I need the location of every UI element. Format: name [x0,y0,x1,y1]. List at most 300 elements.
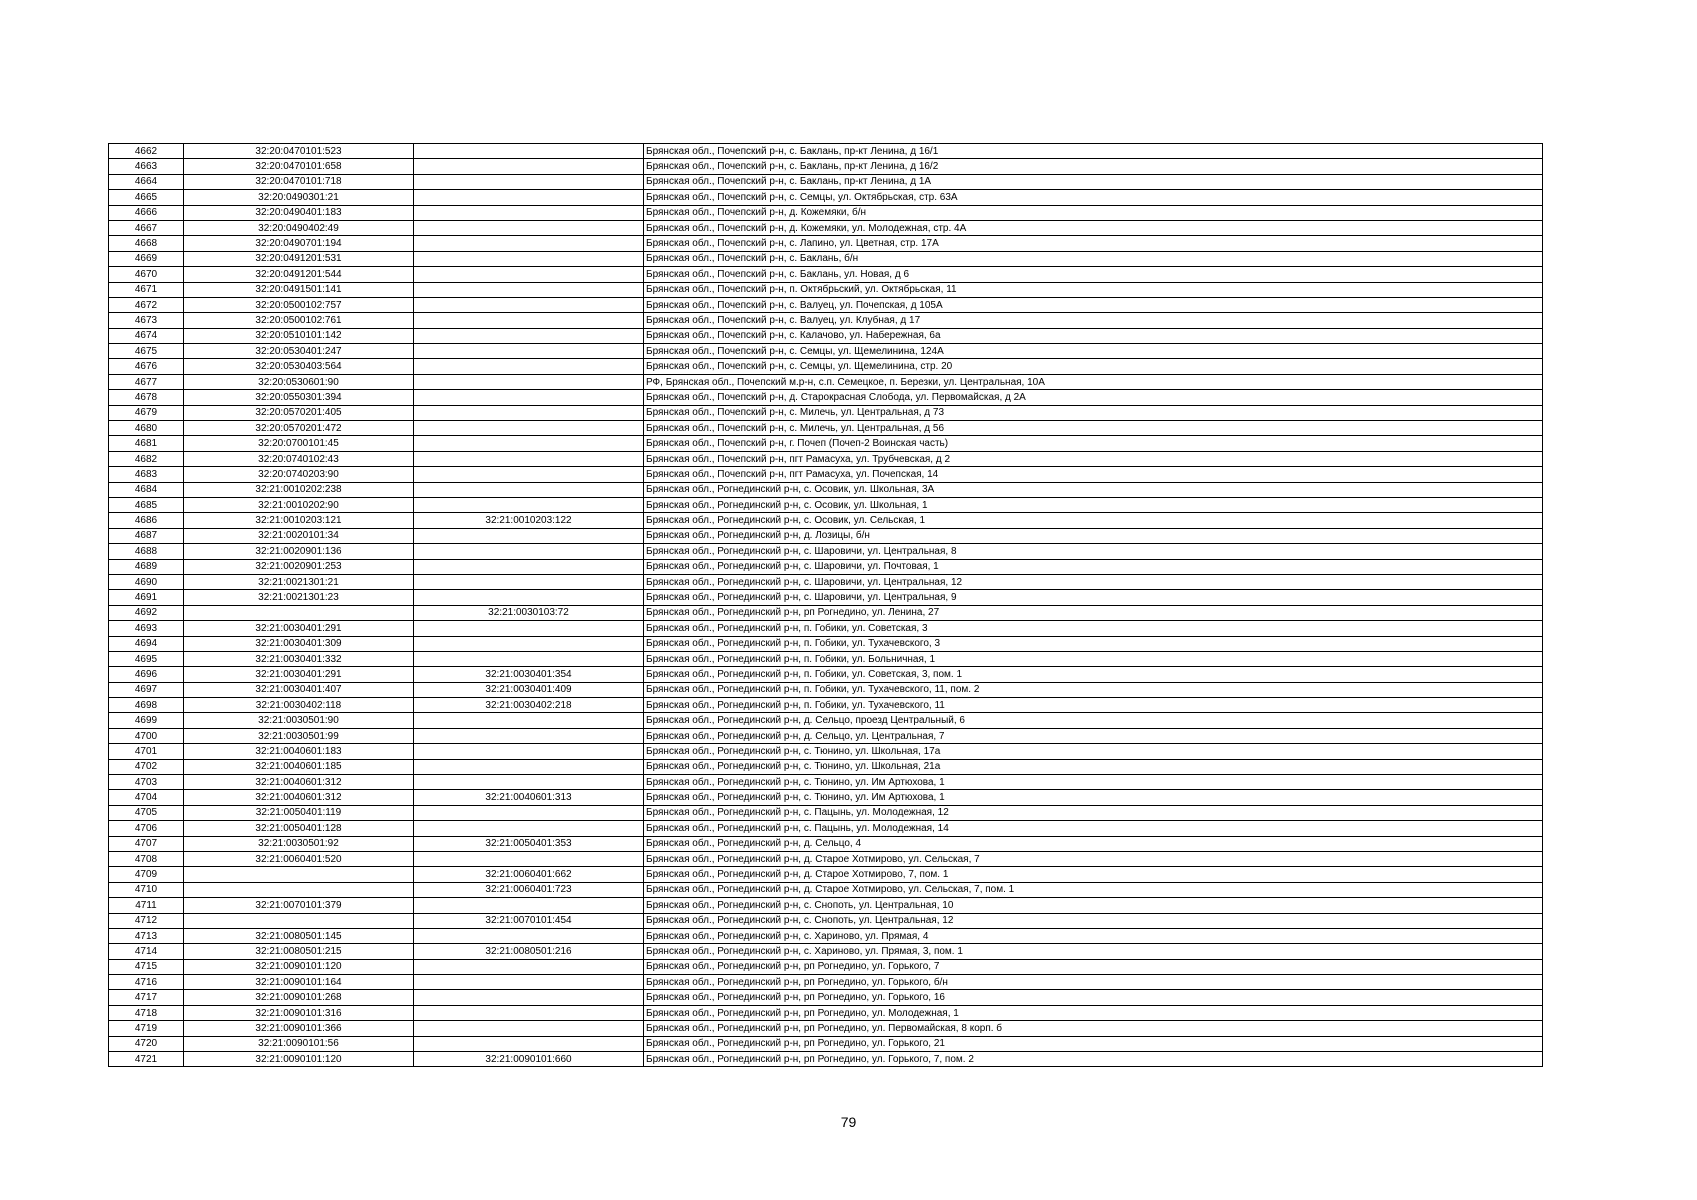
table-row [109,559,1543,574]
related-cadastral-number-cell [414,1036,644,1051]
table-row [109,497,1543,512]
cadastral-number-cell: 32:21:0040601:185 [184,759,414,774]
cadastral-number-cell: 32:21:0030401:291 [184,667,414,682]
address-cell: Брянская обл., Почепский р-н, с. Семцы, ул. Щемелинина, 124А [644,344,1543,359]
row-number-cell: 4662 [109,144,184,159]
address-cell: Брянская обл., Почепский р-н, д. Старокрасная Слобода, ул. Первомайская, д 2А [644,390,1543,405]
row-number-cell: 4721 [109,1052,184,1067]
address-cell: Брянская обл., Рогнединский р-н, п. Гобики, ул. Советская, 3, пом. 1 [644,667,1543,682]
related-cadastral-number-cell [414,174,644,189]
table-row [109,867,1543,882]
cadastral-number-cell: 32:20:0500102:761 [184,313,414,328]
table-row [109,421,1543,436]
related-cadastral-number-cell [414,959,644,974]
row-number-cell: 4667 [109,220,184,235]
table-row [109,451,1543,466]
cadastral-number-cell: 32:20:0490402:49 [184,220,414,235]
related-cadastral-number-cell [414,1005,644,1020]
related-cadastral-number-cell [414,590,644,605]
address-cell: Брянская обл., Рогнединский р-н, д. Сельцо, проезд Центральный, 6 [644,713,1543,728]
related-cadastral-number-cell [414,421,644,436]
table-row [109,990,1543,1005]
table-row [109,821,1543,836]
row-number-cell: 4681 [109,436,184,451]
table-row [109,313,1543,328]
cadastral-number-cell: 32:21:0090101:120 [184,959,414,974]
cadastral-number-cell: 32:21:0040601:312 [184,775,414,790]
table-row [109,251,1543,266]
row-number-cell: 4695 [109,651,184,666]
related-cadastral-number-cell [414,297,644,312]
table-row [109,467,1543,482]
address-cell: Брянская обл., Рогнединский р-н, с. Тюнино, ул. Им Артюхова, 1 [644,775,1543,790]
cadastral-number-cell: 32:20:0740203:90 [184,467,414,482]
table-row [109,651,1543,666]
address-cell: Брянская обл., Рогнединский р-н, с. Шаровичи, ул. Центральная, 8 [644,544,1543,559]
cadastral-number-cell: 32:21:0050401:119 [184,805,414,820]
cadastral-number-cell: 32:21:0090101:120 [184,1052,414,1067]
address-cell: Брянская обл., Рогнединский р-н, п. Гобики, ул. Советская, 3 [644,621,1543,636]
address-cell: Брянская обл., Рогнединский р-н, рп Рогнедино, ул. Молодежная, 1 [644,1005,1543,1020]
row-number-cell: 4699 [109,713,184,728]
table-row [109,174,1543,189]
table-row [109,790,1543,805]
related-cadastral-number-cell: 32:21:0030401:409 [414,682,644,697]
address-cell: Брянская обл., Почепский р-н, с. Валуец, ул. Клубная, д 17 [644,313,1543,328]
row-number-cell: 4702 [109,759,184,774]
row-number-cell: 4668 [109,236,184,251]
address-cell: Брянская обл., Рогнединский р-н, д. Сельцо, 4 [644,836,1543,851]
row-number-cell: 4696 [109,667,184,682]
row-number-cell: 4704 [109,790,184,805]
table-row [109,159,1543,174]
cadastral-number-cell: 32:21:0010203:121 [184,513,414,528]
address-cell: Брянская обл., Почепский р-н, с. Баклань, ул. Новая, д 6 [644,267,1543,282]
cadastral-number-cell: 32:21:0020901:136 [184,544,414,559]
related-cadastral-number-cell [414,220,644,235]
table-row [109,528,1543,543]
address-cell: Брянская обл., Рогнединский р-н, п. Гобики, ул. Тухачевского, 11 [644,698,1543,713]
address-cell: Брянская обл., Рогнединский р-н, с. Хариново, ул. Прямая, 4 [644,928,1543,943]
address-cell: Брянская обл., Почепский р-н, с. Лапино, ул. Цветная, стр. 17А [644,236,1543,251]
related-cadastral-number-cell [414,928,644,943]
row-number-cell: 4676 [109,359,184,374]
address-cell: Брянская обл., Почепский р-н, с. Баклань, пр-кт Ленина, д 1А [644,174,1543,189]
related-cadastral-number-cell [414,482,644,497]
cadastral-number-cell: 32:21:0080501:215 [184,944,414,959]
table-row [109,590,1543,605]
table-row [109,621,1543,636]
address-cell: Брянская обл., Рогнединский р-н, с. Шаровичи, ул. Почтовая, 1 [644,559,1543,574]
row-number-cell: 4694 [109,636,184,651]
related-cadastral-number-cell [414,359,644,374]
row-number-cell: 4697 [109,682,184,697]
cadastral-number-cell: 32:21:0060401:520 [184,851,414,866]
table-row [109,728,1543,743]
related-cadastral-number-cell [414,975,644,990]
related-cadastral-number-cell [414,467,644,482]
address-cell: Брянская обл., Почепский р-н, пгт Рамасуха, ул. Почепская, 14 [644,467,1543,482]
table-row [109,975,1543,990]
address-cell: Брянская обл., Рогнединский р-н, д. Старое Хотмирово, ул. Сельская, 7, пом. 1 [644,882,1543,897]
cadastral-number-cell: 32:20:0490401:183 [184,205,414,220]
address-cell: Брянская обл., Почепский р-н, с. Семцы, ул. Щемелинина, стр. 20 [644,359,1543,374]
row-number-cell: 4691 [109,590,184,605]
address-cell: Брянская обл., Почепский р-н, с. Калачово, ул. Набережная, 6а [644,328,1543,343]
row-number-cell: 4711 [109,898,184,913]
related-cadastral-number-cell [414,328,644,343]
table-row [109,144,1543,159]
cadastral-number-cell: 32:20:0530403:564 [184,359,414,374]
row-number-cell: 4678 [109,390,184,405]
row-number-cell: 4673 [109,313,184,328]
table-row [109,667,1543,682]
row-number-cell: 4698 [109,698,184,713]
table-row [109,882,1543,897]
table-row [109,959,1543,974]
related-cadastral-number-cell: 32:21:0090101:660 [414,1052,644,1067]
row-number-cell: 4674 [109,328,184,343]
related-cadastral-number-cell [414,990,644,1005]
related-cadastral-number-cell [414,805,644,820]
related-cadastral-number-cell [414,390,644,405]
related-cadastral-number-cell [414,621,644,636]
address-cell: Брянская обл., Рогнединский р-н, с. Осовик, ул. Школьная, 3А [644,482,1543,497]
row-number-cell: 4689 [109,559,184,574]
row-number-cell: 4713 [109,928,184,943]
row-number-cell: 4666 [109,205,184,220]
row-number-cell: 4671 [109,282,184,297]
related-cadastral-number-cell [414,728,644,743]
table-row [109,328,1543,343]
row-number-cell: 4682 [109,451,184,466]
address-cell: Брянская обл., Рогнединский р-н, с. Шаровичи, ул. Центральная, 9 [644,590,1543,605]
cadastral-number-cell: 32:21:0040601:312 [184,790,414,805]
cadastral-number-cell: 32:21:0030402:118 [184,698,414,713]
related-cadastral-number-cell: 32:21:0080501:216 [414,944,644,959]
cadastral-number-cell: 32:21:0090101:56 [184,1036,414,1051]
address-cell: Брянская обл., Почепский р-н, с. Баклань, б/н [644,251,1543,266]
table-row [109,759,1543,774]
row-number-cell: 4712 [109,913,184,928]
address-cell: Брянская обл., Рогнединский р-н, с. Шаровичи, ул. Центральная, 12 [644,574,1543,589]
cadastral-number-cell: 32:20:0700101:45 [184,436,414,451]
address-cell: Брянская обл., Почепский р-н, с. Милечь, ул. Центральная, д 73 [644,405,1543,420]
related-cadastral-number-cell [414,205,644,220]
related-cadastral-number-cell [414,497,644,512]
address-cell: Брянская обл., Рогнединский р-н, п. Гобики, ул. Тухачевского, 3 [644,636,1543,651]
row-number-cell: 4684 [109,482,184,497]
table-row [109,851,1543,866]
table-row [109,805,1543,820]
address-cell: Брянская обл., Почепский р-н, пгт Рамасуха, ул. Трубчевская, д 2 [644,451,1543,466]
address-cell: Брянская обл., Рогнединский р-н, рп Рогнедино, ул. Горького, 21 [644,1036,1543,1051]
related-cadastral-number-cell [414,574,644,589]
related-cadastral-number-cell [414,744,644,759]
related-cadastral-number-cell [414,559,644,574]
address-cell: Брянская обл., Рогнединский р-н, д. Старое Хотмирово, ул. Сельская, 7 [644,851,1543,866]
related-cadastral-number-cell [414,282,644,297]
table-row [109,574,1543,589]
cadastral-number-cell: 32:21:0030501:99 [184,728,414,743]
cadastral-number-cell: 32:20:0470101:658 [184,159,414,174]
related-cadastral-number-cell: 32:21:0060401:723 [414,882,644,897]
cadastral-number-cell: 32:21:0070101:379 [184,898,414,913]
related-cadastral-number-cell [414,144,644,159]
row-number-cell: 4703 [109,775,184,790]
related-cadastral-number-cell [414,651,644,666]
cadastral-number-cell: 32:21:0010202:238 [184,482,414,497]
related-cadastral-number-cell [414,236,644,251]
table-row [109,344,1543,359]
cadastral-number-cell: 32:21:0030401:309 [184,636,414,651]
cadastral-number-cell: 32:21:0030401:332 [184,651,414,666]
related-cadastral-number-cell [414,636,644,651]
address-cell: Брянская обл., Рогнединский р-н, рп Рогнедино, ул. Горького, 16 [644,990,1543,1005]
table-row [109,297,1543,312]
cadastral-number-cell: 32:20:0550301:394 [184,390,414,405]
address-cell: Брянская обл., Рогнединский р-н, с. Тюнино, ул. Им Артюхова, 1 [644,790,1543,805]
address-cell: Брянская обл., Рогнединский р-н, с. Осовик, ул. Школьная, 1 [644,497,1543,512]
row-number-cell: 4688 [109,544,184,559]
address-cell: Брянская обл., Рогнединский р-н, с. Снопоть, ул. Центральная, 12 [644,913,1543,928]
table-row [109,359,1543,374]
related-cadastral-number-cell [414,544,644,559]
related-cadastral-number-cell [414,313,644,328]
address-cell: Брянская обл., Рогнединский р-н, с. Тюнино, ул. Школьная, 21а [644,759,1543,774]
row-number-cell: 4690 [109,574,184,589]
related-cadastral-number-cell [414,436,644,451]
related-cadastral-number-cell [414,759,644,774]
row-number-cell: 4705 [109,805,184,820]
related-cadastral-number-cell [414,405,644,420]
row-number-cell: 4665 [109,190,184,205]
address-cell: Брянская обл., Рогнединский р-н, с. Хариново, ул. Прямая, 3, пом. 1 [644,944,1543,959]
related-cadastral-number-cell: 32:21:0050401:353 [414,836,644,851]
row-number-cell: 4664 [109,174,184,189]
document-table-body [109,144,1543,1067]
table-row [109,682,1543,697]
row-number-cell: 4714 [109,944,184,959]
table-row [109,190,1543,205]
address-cell: Брянская обл., Почепский р-н, д. Кожемяки, б/н [644,205,1543,220]
table-row [109,913,1543,928]
address-cell: Брянская обл., Рогнединский р-н, с. Осовик, ул. Сельская, 1 [644,513,1543,528]
cadastral-number-cell: 32:21:0010202:90 [184,497,414,512]
cadastral-number-cell: 32:21:0021301:23 [184,590,414,605]
address-cell: Брянская обл., Рогнединский р-н, с. Пацынь, ул. Молодежная, 12 [644,805,1543,820]
table-row [109,836,1543,851]
row-number-cell: 4669 [109,251,184,266]
cadastral-number-cell: 32:20:0530401:247 [184,344,414,359]
cadastral-number-cell: 32:20:0490701:194 [184,236,414,251]
row-number-cell: 4707 [109,836,184,851]
cadastral-number-cell: 32:21:0020901:253 [184,559,414,574]
cadastral-number-cell [184,913,414,928]
address-cell: Брянская обл., Рогнединский р-н, рп Рогнедино, ул. Ленина, 27 [644,605,1543,620]
related-cadastral-number-cell: 32:21:0030402:218 [414,698,644,713]
related-cadastral-number-cell: 32:21:0040601:313 [414,790,644,805]
related-cadastral-number-cell [414,713,644,728]
table-row [109,220,1543,235]
table-row [109,1021,1543,1036]
cadastral-number-cell: 32:21:0050401:128 [184,821,414,836]
address-cell: Брянская обл., Рогнединский р-н, д. Старое Хотмирово, 7, пом. 1 [644,867,1543,882]
table-row [109,636,1543,651]
cadastral-number-cell: 32:21:0090101:268 [184,990,414,1005]
related-cadastral-number-cell [414,267,644,282]
address-cell: Брянская обл., Рогнединский р-н, п. Гобики, ул. Больничная, 1 [644,651,1543,666]
row-number-cell: 4680 [109,421,184,436]
row-number-cell: 4715 [109,959,184,974]
cadastral-number-cell: 32:20:0740102:43 [184,451,414,466]
table-row [109,544,1543,559]
related-cadastral-number-cell [414,374,644,389]
address-cell: Брянская обл., Рогнединский р-н, рп Рогнедино, ул. Горького, 7 [644,959,1543,974]
row-number-cell: 4693 [109,621,184,636]
address-cell: Брянская обл., Почепский р-н, с. Семцы, ул. Октябрьская, стр. 63А [644,190,1543,205]
cadastral-number-cell: 32:21:0030501:90 [184,713,414,728]
cadastral-number-cell: 32:20:0490301:21 [184,190,414,205]
row-number-cell: 4717 [109,990,184,1005]
cadastral-number-cell: 32:21:0021301:21 [184,574,414,589]
cadastral-number-cell: 32:21:0040601:183 [184,744,414,759]
related-cadastral-number-cell [414,1021,644,1036]
table-row [109,698,1543,713]
table-row [109,436,1543,451]
table-row [109,775,1543,790]
address-cell: Брянская обл., Почепский р-н, с. Баклань, пр-кт Ленина, д 16/1 [644,144,1543,159]
row-number-cell: 4686 [109,513,184,528]
table-row [109,282,1543,297]
address-cell: Брянская обл., Почепский р-н, с. Баклань, пр-кт Ленина, д 16/2 [644,159,1543,174]
cadastral-number-cell: 32:21:0030501:92 [184,836,414,851]
table-row [109,405,1543,420]
row-number-cell: 4718 [109,1005,184,1020]
cadastral-number-cell: 32:21:0020101:34 [184,528,414,543]
row-number-cell: 4672 [109,297,184,312]
address-cell: Брянская обл., Рогнединский р-н, рп Рогнедино, ул. Первомайская, 8 корп. б [644,1021,1543,1036]
cadastral-number-cell: 32:21:0030401:291 [184,621,414,636]
row-number-cell: 4677 [109,374,184,389]
row-number-cell: 4709 [109,867,184,882]
related-cadastral-number-cell [414,528,644,543]
address-cell: Брянская обл., Почепский р-н, г. Почеп (Почеп-2 Воинская часть) [644,436,1543,451]
table-row [109,1005,1543,1020]
row-number-cell: 4700 [109,728,184,743]
cadastral-number-cell: 32:20:0491501:141 [184,282,414,297]
table-row [109,513,1543,528]
cadastral-number-cell: 32:20:0510101:142 [184,328,414,343]
table-row [109,1036,1543,1051]
address-cell: Брянская обл., Рогнединский р-н, д. Сельцо, ул. Центральная, 7 [644,728,1543,743]
cadastral-number-cell: 32:20:0470101:523 [184,144,414,159]
related-cadastral-number-cell [414,775,644,790]
row-number-cell: 4683 [109,467,184,482]
related-cadastral-number-cell [414,159,644,174]
row-number-cell: 4706 [109,821,184,836]
cadastral-number-cell [184,882,414,897]
table-row [109,713,1543,728]
row-number-cell: 4687 [109,528,184,543]
table-row [109,1052,1543,1067]
address-cell: Брянская обл., Рогнединский р-н, рп Рогнедино, ул. Горького, б/н [644,975,1543,990]
table-row [109,390,1543,405]
related-cadastral-number-cell [414,821,644,836]
row-number-cell: 4670 [109,267,184,282]
address-cell: Брянская обл., Рогнединский р-н, с. Снопоть, ул. Центральная, 10 [644,898,1543,913]
address-cell: Брянская обл., Рогнединский р-н, с. Пацынь, ул. Молодежная, 14 [644,821,1543,836]
related-cadastral-number-cell [414,898,644,913]
related-cadastral-number-cell: 32:21:0010203:122 [414,513,644,528]
row-number-cell: 4692 [109,605,184,620]
address-cell: Брянская обл., Рогнединский р-н, с. Тюнино, ул. Школьная, 17а [644,744,1543,759]
row-number-cell: 4685 [109,497,184,512]
table-row [109,267,1543,282]
cadastral-number-cell: 32:20:0570201:405 [184,405,414,420]
cadastral-number-cell [184,867,414,882]
table-row [109,744,1543,759]
table-row [109,482,1543,497]
page-number: 79 [840,1114,857,1130]
related-cadastral-number-cell: 32:21:0030401:354 [414,667,644,682]
row-number-cell: 4710 [109,882,184,897]
cadastral-number-cell: 32:21:0090101:366 [184,1021,414,1036]
cadastral-number-cell: 32:20:0530601:90 [184,374,414,389]
address-cell: Брянская обл., Почепский р-н, с. Валуец, ул. Почепская, д 105А [644,297,1543,312]
document-table [108,143,1543,1067]
cadastral-number-cell: 32:20:0470101:718 [184,174,414,189]
related-cadastral-number-cell: 32:21:0030103:72 [414,605,644,620]
cadastral-number-cell: 32:21:0090101:164 [184,975,414,990]
related-cadastral-number-cell [414,851,644,866]
cadastral-number-cell: 32:21:0090101:316 [184,1005,414,1020]
address-cell: Брянская обл., Рогнединский р-н, п. Гобики, ул. Тухачевского, 11, пом. 2 [644,682,1543,697]
related-cadastral-number-cell [414,451,644,466]
address-cell: Брянская обл., Рогнединский р-н, д. Лозицы, б/н [644,528,1543,543]
cadastral-number-cell: 32:21:0030401:407 [184,682,414,697]
address-cell: Брянская обл., Почепский р-н, п. Октябрьский, ул. Октябрьская, 11 [644,282,1543,297]
address-cell: Брянская обл., Рогнединский р-н, рп Рогнедино, ул. Горького, 7, пом. 2 [644,1052,1543,1067]
cadastral-number-cell [184,605,414,620]
address-cell: Брянская обл., Почепский р-н, с. Милечь, ул. Центральная, д 56 [644,421,1543,436]
address-cell: РФ, Брянская обл., Почепский м.р-н, с.п. Семецкое, п. Березки, ул. Центральная, 10А [644,374,1543,389]
row-number-cell: 4679 [109,405,184,420]
related-cadastral-number-cell [414,190,644,205]
table-row [109,374,1543,389]
table-row [109,236,1543,251]
row-number-cell: 4720 [109,1036,184,1051]
cadastral-number-cell: 32:20:0491201:544 [184,267,414,282]
table-row [109,605,1543,620]
row-number-cell: 4719 [109,1021,184,1036]
related-cadastral-number-cell [414,344,644,359]
row-number-cell: 4708 [109,851,184,866]
row-number-cell: 4701 [109,744,184,759]
table-row [109,205,1543,220]
address-cell: Брянская обл., Почепский р-н, д. Кожемяки, ул. Молодежная, стр. 4А [644,220,1543,235]
related-cadastral-number-cell: 32:21:0060401:662 [414,867,644,882]
row-number-cell: 4663 [109,159,184,174]
row-number-cell: 4716 [109,975,184,990]
table-row [109,928,1543,943]
table-row [109,944,1543,959]
cadastral-number-cell: 32:20:0500102:757 [184,297,414,312]
cadastral-number-cell: 32:20:0491201:531 [184,251,414,266]
cadastral-number-cell: 32:20:0570201:472 [184,421,414,436]
table-row [109,898,1543,913]
cadastral-number-cell: 32:21:0080501:145 [184,928,414,943]
